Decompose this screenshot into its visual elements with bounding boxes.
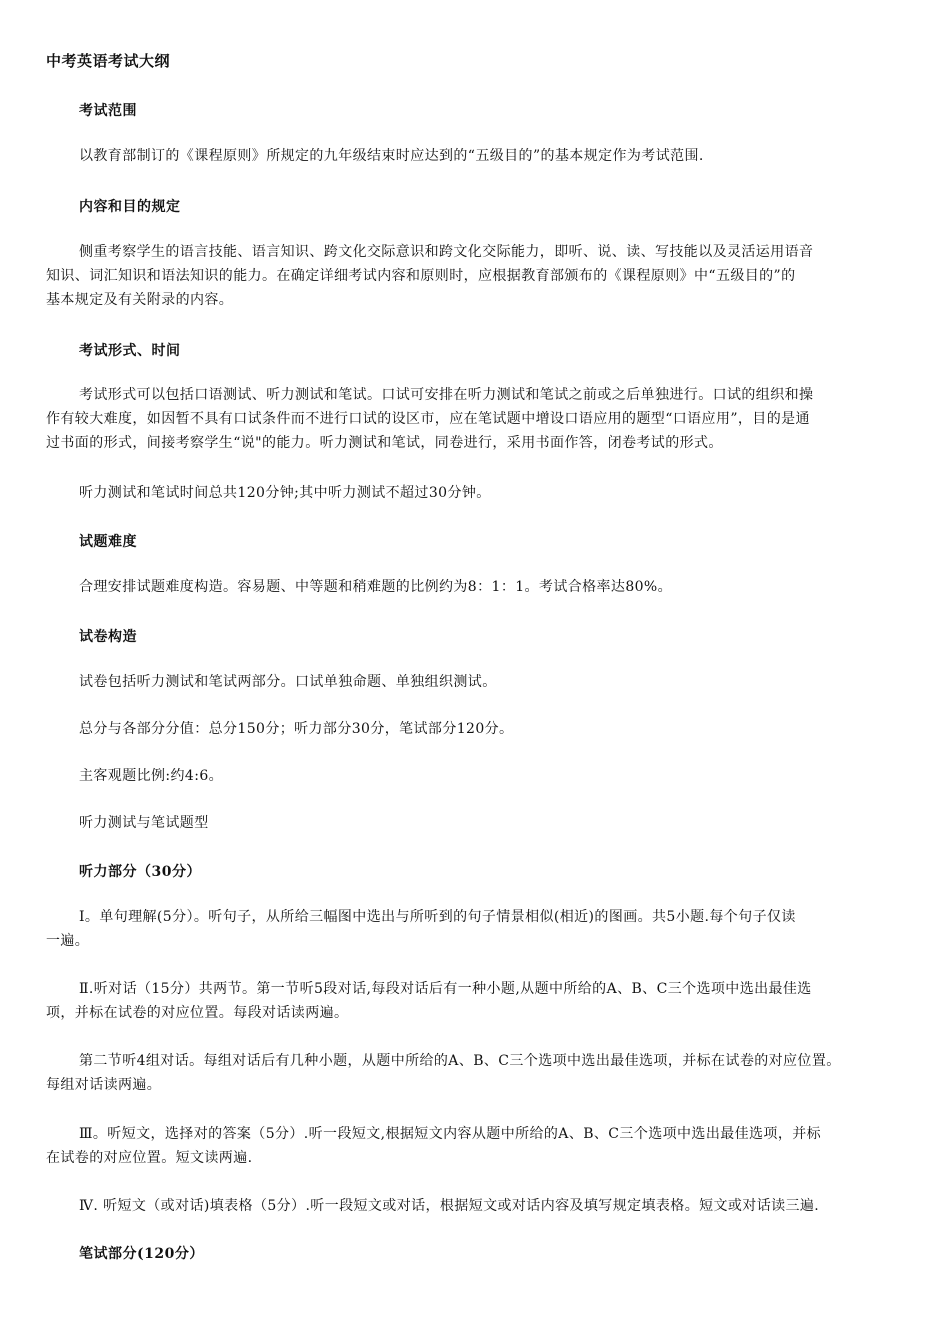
format-line: 考试形式可以包括口语测试、听力测试和笔试。口试可安排在听力测试和笔试之前或之后单独进行。口试的组织和操	[79, 387, 814, 403]
structure-item: 听力测试与笔试题型	[79, 815, 209, 831]
listening-part2-section2	[46, 1049, 916, 1097]
structure-item: 试卷包括听力测试和笔试两部分。口试单独命题、单独组织测试。	[79, 674, 497, 690]
listening-part2	[46, 977, 916, 1025]
time-paragraph: 听力测试和笔试时间总共120分钟;其中听力测试不超过30分钟。	[79, 485, 491, 501]
listening-part1	[46, 905, 916, 953]
format-line: 作有较大难度，如因暂不具有口试条件而不进行口试的设区市，应在笔试题中增设口语应用的题型“口语应用”，目的是通	[46, 411, 810, 427]
heading-format: 考试形式、时间	[79, 343, 181, 359]
structure-item: 总分与各部分分值：总分150分；听力部分30分，笔试部分120分。	[79, 721, 514, 737]
heading-written: 笔试部分(120分）	[79, 1246, 204, 1262]
listening-line: 第二节听4组对话。每组对话后有几种小题，从题中所给的A、B、C三个选项中选出最佳选项，并标在试卷的对应位置。	[79, 1053, 841, 1069]
heading-scope: 考试范围	[79, 103, 137, 119]
content-line: 侧重考察学生的语言技能、语言知识、跨文化交际意识和跨文化交际能力，即听、说、读、写技能以及灵活运用语音	[79, 244, 814, 260]
content-paragraph	[46, 240, 916, 312]
heading-structure: 试卷构造	[79, 629, 137, 645]
heading-content: 内容和目的规定	[79, 199, 181, 215]
content-line: 知识、词汇知识和语法知识的能力。在确定详细考试内容和原则时，应根据教育部颁布的《课程原则》中“五级目的”的	[46, 268, 796, 284]
listening-line: Ⅲ。听短文，选择对的答案（5分）.听一段短文,根据短文内容从题中所给的A、B、C三个选项中选出最佳选项，并标	[79, 1126, 822, 1142]
listening-line: 在试卷的对应位置。短文读两遍.	[46, 1150, 253, 1166]
difficulty-paragraph: 合理安排试题难度构造。容易题、中等题和稍难题的比例约为8：1：1。考试合格率达80%。	[79, 579, 673, 595]
listening-line: Ⅱ.听对话（15分）共两节。第一节听5段对话,每段对话后有一种小题,从题中所给的A、B、C三个选项中选出最佳选	[79, 981, 812, 997]
listening-line: Ⅰ。单句理解(5分）。听句子，从所给三幅图中选出与所听到的句子情景相似(相近)的图画。共5小题.每个句子仅读	[79, 909, 796, 925]
format-paragraph	[46, 383, 916, 455]
structure-item: 主客观题比例:约4:6。	[79, 768, 224, 784]
listening-line: 每组对话读两遍。	[46, 1077, 162, 1093]
format-line: 过书面的形式，间接考察学生“说"的能力。听力测试和笔试，同卷进行，采用书面作答，闭卷考试的形式。	[46, 435, 723, 451]
heading-difficulty: 试题难度	[79, 534, 137, 550]
heading-listening: 听力部分（30分）	[79, 864, 201, 880]
document-title: 中考英语考试大纲	[46, 52, 171, 70]
content-line: 基本规定及有关附录的内容。	[46, 292, 234, 308]
listening-line: 项，并标在试卷的对应位置。每段对话读两遍。	[46, 1005, 349, 1021]
listening-part3	[46, 1122, 916, 1170]
listening-part4: Ⅳ. 听短文（或对话)填表格（5分）.听一段短文或对话，根据短文或对话内容及填写规定填表格。短文或对话读三遍.	[79, 1198, 820, 1214]
listening-line: 一遍。	[46, 933, 90, 949]
scope-paragraph: 以教育部制订的《课程原则》所规定的九年级结束时应达到的“五级目的”的基本规定作为考试范围.	[79, 148, 704, 164]
